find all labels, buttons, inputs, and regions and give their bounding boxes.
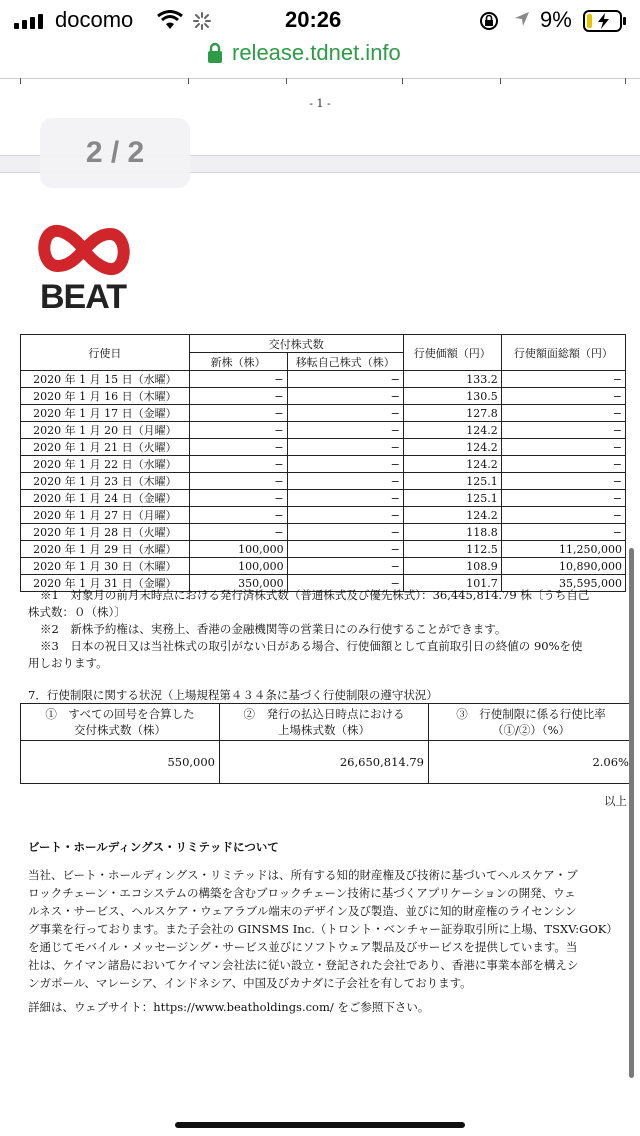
cell-total-amount: − xyxy=(501,439,625,456)
cell-new-shares: − xyxy=(189,507,287,524)
table-row xyxy=(21,558,626,575)
note-3-line-2: 用しおります。 xyxy=(28,656,108,670)
cell-total-amount: − xyxy=(501,490,625,507)
cell-exercise-price: 127.8 xyxy=(403,405,501,422)
limit-value-2: 26,650,814.79 xyxy=(220,741,429,784)
battery-percent: 9% xyxy=(540,7,572,32)
table-row xyxy=(21,507,626,524)
cell-exercise-price: 124.2 xyxy=(403,456,501,473)
table-row xyxy=(21,422,626,439)
about-line: ンガポール、マレーシア、インドネシア、中国及びカナダに子会社を有しております。 xyxy=(28,976,472,990)
limit-header-2 xyxy=(220,704,429,741)
exercise-table xyxy=(20,334,626,592)
cell-new-shares: − xyxy=(189,422,287,439)
header-date: 行使日 xyxy=(21,335,190,371)
cell-total-amount: 10,890,000 xyxy=(501,558,625,575)
cell-treasury-shares: − xyxy=(287,507,403,524)
cell-new-shares: − xyxy=(189,371,287,388)
cell-new-shares: − xyxy=(189,473,287,490)
wifi-icon xyxy=(157,10,183,30)
cell-treasury-shares: − xyxy=(287,422,403,439)
table-row xyxy=(21,405,626,422)
battery-charging-icon xyxy=(583,10,627,32)
cell-exercise-price: 124.2 xyxy=(403,422,501,439)
cell-date: 2020 年 1 月 31 日（金曜） xyxy=(21,575,190,592)
note-3-line-1: ※3 日本の祝日又は当社株式の取引がない日がある場合、行使価額として直前取引日の終値の 90%を使 xyxy=(40,639,583,653)
cell-total-amount: − xyxy=(501,422,625,439)
cell-date: 2020 年 1 月 29 日（水曜） xyxy=(21,541,190,558)
about-paragraph xyxy=(28,866,632,992)
carrier-name: docomo xyxy=(55,7,134,32)
cell-treasury-shares: − xyxy=(287,405,403,422)
limit-value-row xyxy=(21,741,634,784)
about-line: 社は、ケイマン諸島においてケイマン会社法に従い設立・登記された会社であり、香港に事業本部を構えシ xyxy=(28,958,579,972)
cell-date: 2020 年 1 月 21 日（火曜） xyxy=(21,439,190,456)
exercise-limit-table xyxy=(20,703,634,784)
cell-treasury-shares: − xyxy=(287,439,403,456)
lock-icon xyxy=(206,42,224,64)
table-row xyxy=(21,371,626,388)
about-line: ロックチェーン・エコシステムの構築を含むブロックチェーン技術に基づくアプリケーションの開発、ウェ xyxy=(28,886,576,900)
cell-total-amount: 35,595,000 xyxy=(501,575,625,592)
header-exercise-price: 行使価額（円） xyxy=(403,335,501,371)
header-total-amount: 行使額面総額（円） xyxy=(501,335,625,371)
limit-header-row xyxy=(21,704,634,741)
cell-new-shares: − xyxy=(189,405,287,422)
home-indicator[interactable] xyxy=(175,1122,465,1128)
about-line: を通じてモバイル・メッセージング・サービス並びにソフトウェア製品及びサービスを提供しています。当 xyxy=(28,940,578,954)
cell-date: 2020 年 1 月 23 日（木曜） xyxy=(21,473,190,490)
location-arrow-icon xyxy=(514,11,530,27)
limit-header-1-line-1: ① すべての回号を合算した xyxy=(45,707,195,721)
limit-value-1: 550,000 xyxy=(21,741,220,784)
cell-exercise-price: 130.5 xyxy=(403,388,501,405)
cell-treasury-shares: − xyxy=(287,473,403,490)
cell-exercise-price: 124.2 xyxy=(403,439,501,456)
cell-new-shares: − xyxy=(189,490,287,507)
cell-date: 2020 年 1 月 20 日（月曜） xyxy=(21,422,190,439)
url-text[interactable]: release.tdnet.info xyxy=(232,40,401,65)
rotation-lock-icon xyxy=(478,10,500,32)
note-1-line-1: ※1 対象月の前月末時点における発行済株式数（普通株式及び優先株式）：36,445,814.79 株〔うち自己 xyxy=(40,588,590,602)
header-treasury-shares: 移転自己株式（株） xyxy=(287,353,403,371)
limit-header-3-line-2: （①/②）（%） xyxy=(491,723,571,737)
cell-exercise-price: 124.2 xyxy=(403,507,501,524)
page-footer-number: - 1 - xyxy=(309,97,331,110)
limit-header-2-line-1: ② 発行の払込日時点における xyxy=(243,707,405,721)
beat-logo-icon xyxy=(36,222,132,278)
cell-total-amount: − xyxy=(501,456,625,473)
table-row xyxy=(21,439,626,456)
cell-exercise-price: 118.8 xyxy=(403,524,501,541)
section-7-title: 7．行使制限に関する状況（上場規程第４３４条に基づく行使制限の遵守状況） xyxy=(28,688,438,702)
limit-header-3 xyxy=(429,704,634,741)
cell-treasury-shares: − xyxy=(287,388,403,405)
cell-new-shares: − xyxy=(189,456,287,473)
cell-total-amount: − xyxy=(501,524,625,541)
cell-total-amount: − xyxy=(501,371,625,388)
about-line: ルネス・サービス、ヘルスケア・ウェアラブル端末のデザイン及び製造、並びに知的財産権のライセンシン xyxy=(28,904,577,918)
cell-treasury-shares: − xyxy=(287,541,403,558)
status-bar xyxy=(0,0,640,40)
logo-text: BEAT xyxy=(40,278,127,316)
limit-value-3: 2.06% xyxy=(429,741,634,784)
cell-total-amount: − xyxy=(501,405,625,422)
cell-date: 2020 年 1 月 27 日（月曜） xyxy=(21,507,190,524)
cell-treasury-shares: − xyxy=(287,456,403,473)
cell-treasury-shares: − xyxy=(287,524,403,541)
cell-date: 2020 年 1 月 17 日（金曜） xyxy=(21,405,190,422)
previous-page-table-edge xyxy=(0,78,640,84)
cell-date: 2020 年 1 月 30 日（木曜） xyxy=(21,558,190,575)
cell-new-shares: 100,000 xyxy=(189,558,287,575)
cellular-signal-icon xyxy=(14,14,43,29)
cell-exercise-price: 108.9 xyxy=(403,558,501,575)
scrollbar-thumb[interactable] xyxy=(629,548,634,1078)
table-row xyxy=(21,524,626,541)
address-bar[interactable] xyxy=(0,40,640,78)
about-line: 当社、ビート・ホールディングス・リミテッドは、所有する知的財産権及び技術に基づいてヘルスケア・ブ xyxy=(28,868,578,882)
table-row xyxy=(21,456,626,473)
about-line: グ事業を行っております。また子会社の GINSMS Inc.（トロント・ベンチャー証券取引所に上場、TSXV:GOK） xyxy=(28,922,618,936)
cell-date: 2020 年 1 月 24 日（金曜） xyxy=(21,490,190,507)
note-1-line-2: 株式数：０（株）〕 xyxy=(28,605,126,619)
note-2: ※2 新株予約権は、実務上、香港の金融機関等の営業日にのみ行使することができます。 xyxy=(40,622,507,636)
table-row xyxy=(21,490,626,507)
cell-new-shares: 100,000 xyxy=(189,541,287,558)
table-row xyxy=(21,473,626,490)
limit-header-1-line-2: 交付株式数（株） xyxy=(74,723,166,737)
cell-date: 2020 年 1 月 16 日（木曜） xyxy=(21,388,190,405)
cell-exercise-price: 133.2 xyxy=(403,371,501,388)
website-detail: 詳細は、ウェブサイト：https://www.beatholdings.com/ をご参照下さい。 xyxy=(28,1000,430,1014)
cell-exercise-price: 125.1 xyxy=(403,490,501,507)
cell-total-amount: − xyxy=(501,388,625,405)
limit-header-3-line-1: ③ 行使制限に係る行使比率 xyxy=(456,707,606,721)
cell-new-shares: 350,000 xyxy=(189,575,287,592)
cell-total-amount: − xyxy=(501,507,625,524)
cell-new-shares: − xyxy=(189,388,287,405)
table-row xyxy=(21,541,626,558)
cell-new-shares: − xyxy=(189,439,287,456)
table-header-row xyxy=(21,335,626,353)
cell-new-shares: − xyxy=(189,524,287,541)
header-new-shares: 新株（株） xyxy=(189,353,287,371)
loading-spinner-icon xyxy=(192,11,212,31)
closing-mark: 以上 xyxy=(604,794,627,808)
cell-treasury-shares: − xyxy=(287,558,403,575)
cell-date: 2020 年 1 月 28 日（火曜） xyxy=(21,524,190,541)
cell-total-amount: 11,250,000 xyxy=(501,541,625,558)
header-delivered-shares: 交付株式数 xyxy=(189,335,403,353)
cell-total-amount: − xyxy=(501,473,625,490)
cell-treasury-shares: − xyxy=(287,575,403,592)
cell-exercise-price: 125.1 xyxy=(403,473,501,490)
cell-treasury-shares: − xyxy=(287,371,403,388)
limit-header-2-line-2: 上場株式数（株） xyxy=(278,723,370,737)
table-row xyxy=(21,388,626,405)
cell-exercise-price: 112.5 xyxy=(403,541,501,558)
cell-date: 2020 年 1 月 22 日（水曜） xyxy=(21,456,190,473)
cell-treasury-shares: − xyxy=(287,490,403,507)
clock: 20:26 xyxy=(285,7,342,32)
page-indicator: 2 / 2 xyxy=(40,118,190,188)
limit-header-1 xyxy=(21,704,220,741)
about-title: ビート・ホールディングス・リミテッドについて xyxy=(28,840,279,854)
cell-date: 2020 年 1 月 15 日（水曜） xyxy=(21,371,190,388)
cell-exercise-price: 101.7 xyxy=(403,575,501,592)
